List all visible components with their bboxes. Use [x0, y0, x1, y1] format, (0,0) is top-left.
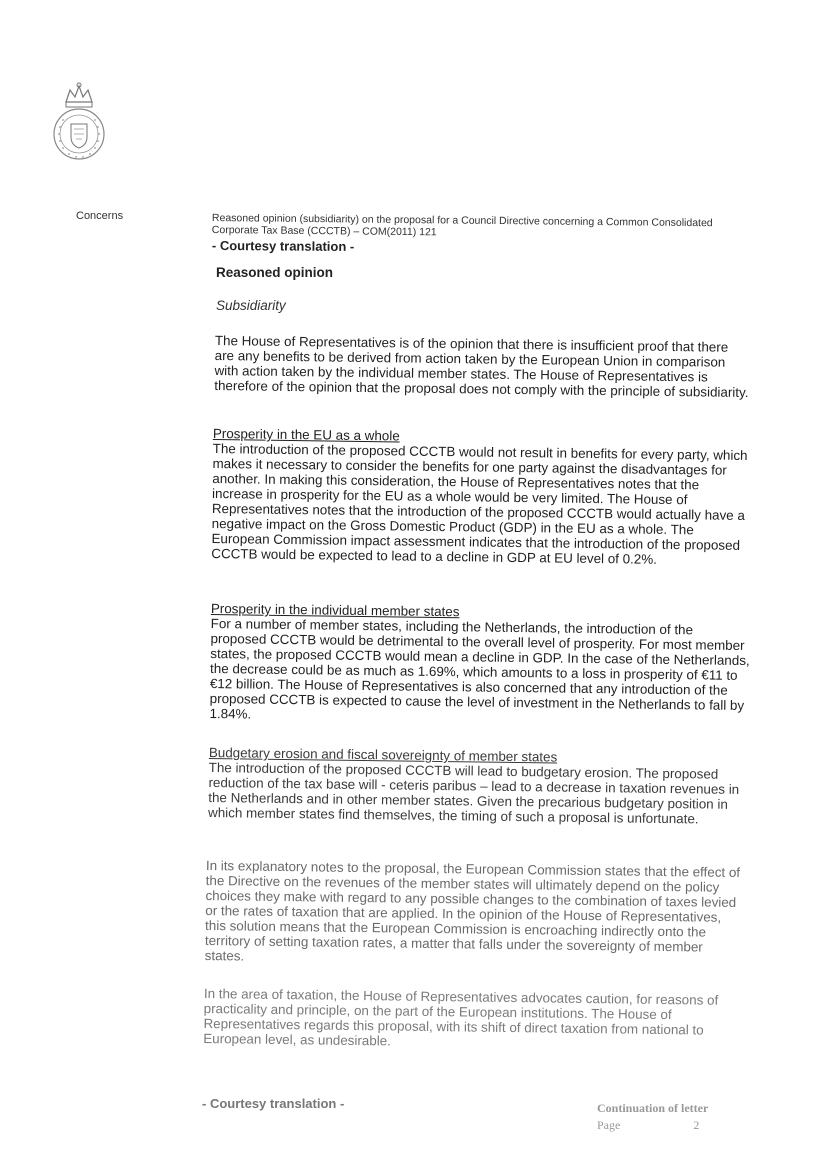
section-text: The introduction of the proposed CCCTB will lead to budgetary erosion. The proposed reduction of the tax base will - ceteris paribus – lead to a decrease in taxation revenues in the Netherlands and in other member states. Given the precarious budgetary position in which member states find themselves, the timing of such a proposal is unfortunate. — [208, 759, 740, 827]
page-label: Page — [597, 1118, 621, 1132]
section-prosperity-eu — [211, 426, 753, 568]
courtesy-translation-footer: - Courtesy translation - — [202, 1096, 345, 1111]
section-title: Prosperity in the EU as a whole — [212, 426, 400, 444]
concerns-label: Concerns — [76, 210, 124, 222]
section-prosperity-member-states — [209, 601, 751, 728]
section-text: The introduction of the proposed CCCTB would not result in benefits for every party, which makes it necessary to consider the benefits for one party against the disadvantages for another. In making this consideration, the House of Representatives notes that the increase in prosperity for the EU as a whole would be very limited. The House of Representatives notes that the introduction of the proposed CCCTB would actually have a negative impact on the Gross Domestic Product (GDP) in the EU as a whole. The European Commission impact assessment indicates that the introduction of the proposed CCCTB would be expected to lead to a decline in GDP at EU level of 0.2%. — [211, 440, 748, 567]
section-title: Budgetary erosion and fiscal sovereignty of member states — [208, 745, 558, 765]
page-indicator — [597, 1118, 708, 1133]
continuation-label: Continuation of letter — [597, 1101, 709, 1115]
page-number: 2 — [693, 1118, 700, 1132]
intro-paragraph: The House of Representatives is of the opinion that there is insufficient proof that there are any benefits to be derived from action taken by the European Union in comparison with action taken by the individual member states. The House of Representatives is therefore of the opinion that the proposal does not comply with the principle of subsidiarity. — [214, 333, 749, 400]
courtesy-translation-header: - Courtesy translation - — [211, 238, 355, 254]
royal-crest-seal-icon — [52, 82, 106, 168]
explanatory-notes-paragraph: In its explanatory notes to the proposal, the European Commission states that the effect of the Directive on the revenues of the member states will ultimately depend on the policy choices they make with regard to any possible changes to the combination of taxes levied or the rates of taxation that are applied. In the opinion of the House of Representatives, this solution means that the European Commission is encroaching indirectly onto the territory of setting taxation rates, a matter that falls under the sovereignty of member states. — [204, 858, 741, 964]
section-budgetary-erosion — [208, 745, 749, 827]
subject-line: Reasoned opinion (subsidiarity) on the proposal for a Council Directive concerning a Common Consolidated Corporate Tax Base (CCCTB) – COM(2011) 121 — [211, 212, 713, 239]
page-title: Reasoned opinion — [216, 265, 334, 280]
conclusion-paragraph: In the area of taxation, the House of Representatives advocates caution, for reasons of practicality and principle, on the part of the European institutions. The House of Representatives regards this proposal, with its shift of direct taxation from national to European level, as undesirable. — [203, 986, 719, 1049]
section-text: For a number of member states, including the Netherlands, the introduction of the proposed CCCTB would be detrimental to the overall level of prosperity. For most member states, the proposed CCCTB would mean a decline in GDP. In the case of the Netherlands, the decrease could be as much as 1.69%, which amounts to a loss in prosperity of €11 to €12 billion. The House of Representatives is also concerned that any introduction of the proposed CCCTB is expected to cause the level of investment in the Netherlands to fall by 1.84%. — [209, 615, 750, 722]
section-subheading: Subsidiarity — [216, 298, 286, 313]
continuation-block — [597, 1101, 708, 1133]
section-title: Prosperity in the individual member states — [210, 601, 460, 620]
